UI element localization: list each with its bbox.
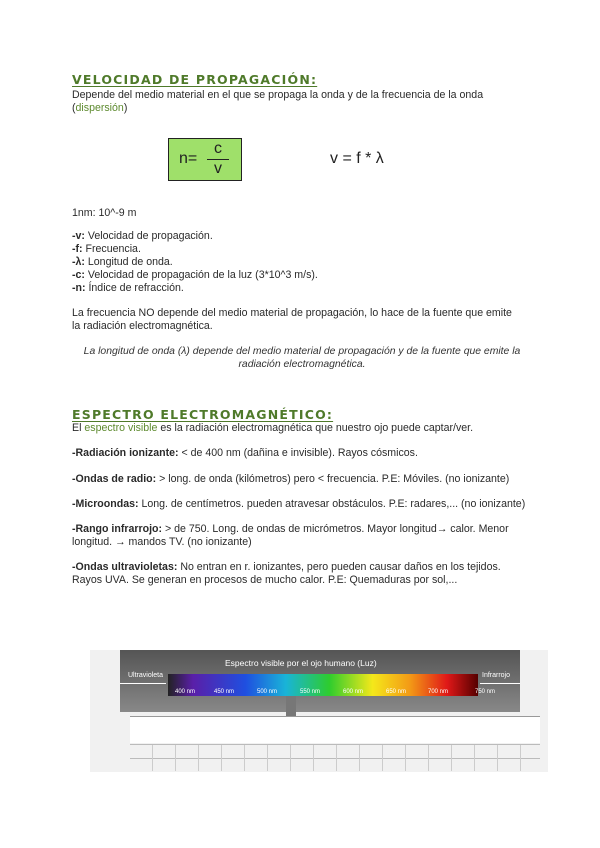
formula-box-refraction: [168, 138, 242, 181]
velocidad-intro: [72, 89, 542, 115]
item-radio: -Ondas de radio: > long. de onda (kilómetros) pero < frecuencia. P.E: Móviles. (no ionizante): [72, 473, 510, 485]
section-title-velocidad: VELOCIDAD DE PROPAGACIÓN:: [72, 72, 318, 87]
def-c: -c: Velocidad de propagación de la luz (3*10^3 m/s).: [72, 269, 318, 281]
def-n: -n: Índice de refracción.: [72, 282, 184, 294]
tick-500: 500 nm: [257, 689, 278, 695]
label-ultravioleta: Ultravioleta: [128, 672, 164, 679]
scale-grid: [130, 745, 540, 771]
formula-n: n=: [179, 150, 198, 167]
formula-numerator: c: [214, 140, 222, 157]
arrow-left: [120, 683, 166, 684]
item-ionizante: -Radiación ionizante: < de 400 nm (dañina e invisible). Rayos cósmicos.: [72, 447, 418, 459]
intro-text: Depende del medio material en el que se propaga la onda y de la frecuencia de la onda: [72, 89, 484, 101]
item-microondas: -Microondas: Long. de centímetros. pueden atravesar obstáculos. P.E: radares,... (no ionizante): [72, 498, 526, 510]
spectrum-items: [72, 447, 530, 587]
em-band-chart: [130, 716, 540, 743]
dispersion-link: dispersión: [75, 102, 124, 114]
arrow-right: [480, 683, 520, 684]
item-infrarrojo: -Rango infrarrojo: > de 750. Long. de ondas de micrómetros. Mayor longitud→ calor. Menor longitud. → mandos TV. (no ionizante): [72, 523, 509, 548]
tick-550: 550 nm: [300, 689, 321, 695]
label-infrarrojo: Infrarrojo: [482, 672, 511, 679]
espectro-intro: El espectro visible es la radiación electromagnética que nuestro ojo puede captar/ver.: [72, 422, 474, 434]
unit-nm: 1nm: 10^-9 m: [72, 207, 137, 219]
italic-note: La longitud de onda (λ) depende del medio material de propagación y de la fuente que emite la radiación electromagnética.: [83, 346, 521, 370]
formula-denominator: v: [214, 160, 222, 177]
item-ultravioleta: -Ondas ultravioletas: No entran en r. ionizantes, pero pueden causar daños en los tejidos. Rayos UVA. Se generan en procesos de mucho calor. P.E: Quemaduras por sol,...: [72, 561, 501, 586]
spectrum-figure: [90, 650, 548, 772]
tick-750: 750 nm: [475, 689, 496, 695]
def-lambda: -λ: Longitud de onda.: [72, 256, 173, 268]
frequency-paragraph: La frecuencia NO depende del medio material de propagación, lo hace de la fuente que emite la radiación electromagnética.: [72, 307, 512, 332]
def-f: -f: Frecuencia.: [72, 243, 141, 255]
tick-450: 450 nm: [214, 689, 235, 695]
tick-400: 400 nm: [175, 689, 196, 695]
tick-650: 650 nm: [386, 689, 407, 695]
symbol-definitions: [72, 230, 318, 295]
tick-700: 700 nm: [428, 689, 449, 695]
spectrum-title: Espectro visible por el ojo humano (Luz): [225, 658, 377, 668]
spectrum-funnel: [286, 696, 296, 716]
tick-600: 600 nm: [343, 689, 364, 695]
paren-open: (: [72, 102, 76, 114]
formula-wave-speed: v = f * λ: [330, 150, 384, 167]
def-v: -v: Velocidad de propagación.: [72, 230, 213, 242]
espectro-visible-link: espectro visible: [84, 422, 158, 434]
section-title-espectro: ESPECTRO ELECTROMAGNÉTICO:: [72, 407, 334, 422]
paren-close: ): [123, 102, 128, 114]
